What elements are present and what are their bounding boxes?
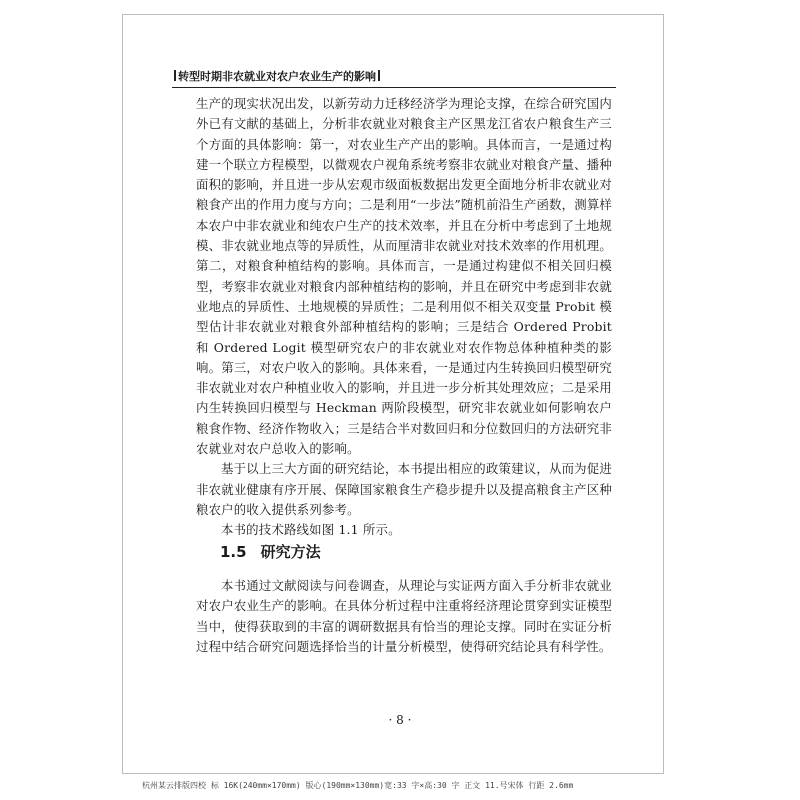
page-number: · 8 ·: [388, 713, 412, 727]
running-head-bar-left: [174, 70, 176, 81]
print-footer: 杭州某云排版四校 标 16K(240mm×170mm) 版心(190mm×130mm)宽:33 字×高:30 字 正文 11.号宋体 行距 2.6mm: [142, 781, 574, 790]
section-heading: [220, 541, 321, 562]
body-text-top: [196, 94, 612, 541]
body-text-bottom: [196, 576, 612, 657]
paragraph-roadmap: 本书的技术路线如图 1.1 所示。: [221, 522, 401, 538]
section-title: 研究方法: [260, 543, 321, 561]
running-head-bar-right: [378, 70, 380, 81]
paragraph-methods: 本书通过文献阅读与问卷调查，从理论与实证两方面入手分析非农就业对农户农业生产的影响。在具体分析过程中注重将经济理论贯穿到实证模型当中，使得获取到的丰富的调研数据具有恰当的理论支撑。同时在实证分析过程中结合研究问题选择恰当的计量分析模型，使得研究结论具有科学性。: [196, 578, 612, 654]
running-head-text: 转型时期非农就业对农户农业生产的影响: [178, 70, 376, 83]
paragraph-continued: 生产的现实状况出发，以新劳动力迁移经济学为理论支撑，在综合研究国内外已有文献的基础上，分析非农就业对粮食主产区黑龙江省农户粮食生产三个方面的具体影响：第一，对农业生产产出的影响。具体而言，一是通过构建一个联立方程模型，以微观农户视角系统考察非农就业对粮食产量、播种面积的影响，并且进一步从宏观市级面板数据出发更全面地分析非农就业对粮食产出的作用力度与方向；二是利用“一步法”随机前沿生产函数，测算样本农户中非农就业和纯农户生产的技术效率，并且在分析中考虑到了土地规模、非农就业地点等的异质性，从而厘清非农就业对技术效率的作用机理。第二，对粮食种植结构的影响。具体而言，一是通过构建似不相关回归模型，考察非农就业对粮食内部种植结构的影响，并且在研究中考虑到非农就业地点的异质性、土地规模的异质性；二是利用似不相关双变量 Probit 模型估计非农就业对粮食外部种植结构的影响；三是结合 Ordered Probit 和 Ordered Logit 模型研究农户的非农就业对农作物总体种植种类的影响。第三，对农户收入的影响。具体来看，一是通过内生转换回归模型研究非农就业对农户种植业收入的影响，并且进一步分析其处理效应；二是采用内生转换回归模型与 Heckman 两阶段模型，研究非农就业如何影响农户粮食作物、经济作物收入；三是结合半对数回归和分位数回归的方法研究非农就业对农户总收入的影响。: [196, 96, 612, 457]
section-number: 1.5: [220, 543, 247, 561]
running-head: [172, 68, 616, 88]
paragraph-policy: 基于以上三大方面的研究结论，本书提出相应的政策建议，从而为促进非农就业健康有序开展、保障国家粮食生产稳步提升以及提高粮食主产区种粮农户的收入提供系列参考。: [196, 461, 612, 517]
